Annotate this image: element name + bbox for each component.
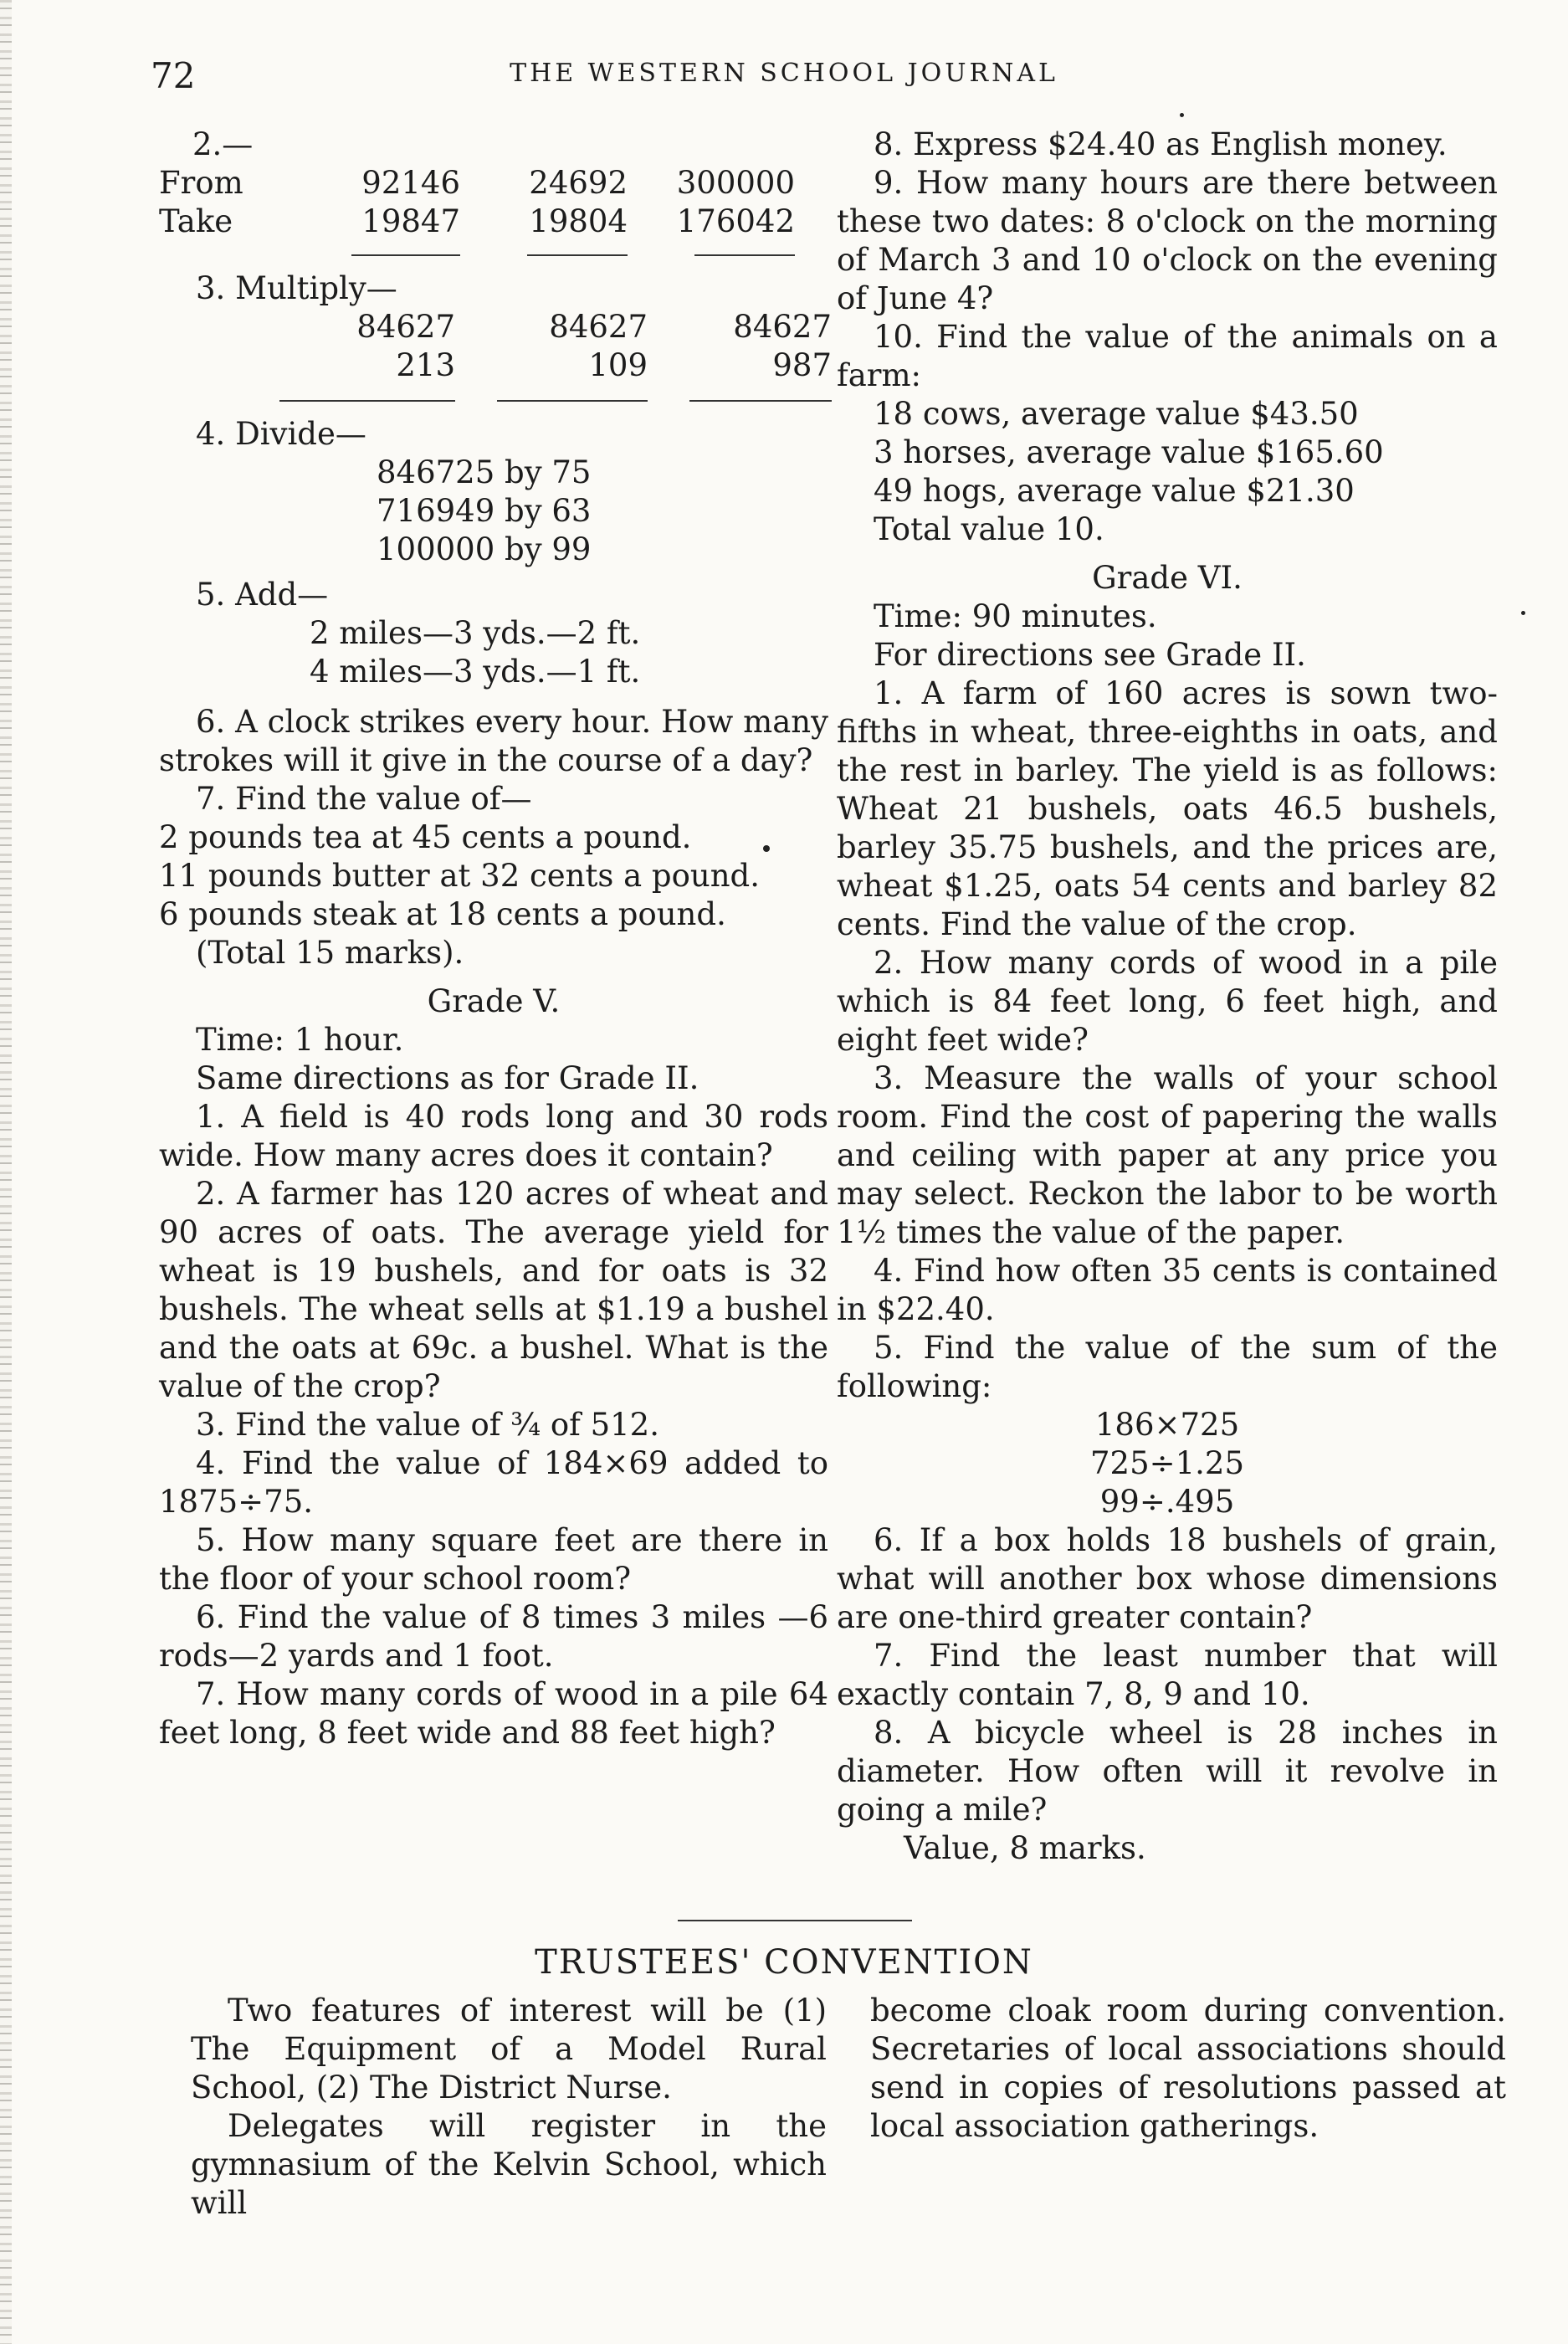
grade-6-item: 3. Measure the walls of your school room. Find the cost of papering the walls and ceiling with paper at any price you may select. Reckon the labor to be worth 1½ times the value of the paper.	[837, 1060, 1498, 1250]
q3-multiplier: 109	[588, 347, 648, 383]
grade-6-item: 1. A farm of 160 acres is sown two-fifths in wheat, three-eighths in oats, and the rest in barley. The yield is as follows: Wheat 21 bushels, oats 46.5 bushels, barley 35.75 bushels, and the prices are, wheat $1.25, oats 54 cents and barley 82 cents. Find the value of the crop.	[837, 675, 1498, 942]
scanned-page-edge	[0, 0, 12, 2344]
q7-line: 6 pounds steak at 18 cents a pound.	[159, 896, 726, 932]
q10-line: 18 cows, average value $43.50	[874, 396, 1359, 432]
grade-5-title: Grade V.	[427, 983, 561, 1019]
grade-5-item: 2. A farmer has 120 acres of wheat and 90 acres of oats. The average yield for wheat is 19 bushels, and for oats is 32 bushels. The wheat sells at $1.19 a bushel and the oats at 69c. a bushel. What is the value of the crop?	[159, 1176, 828, 1404]
q8-text: 8. Express $24.40 as English money.	[874, 126, 1448, 162]
q3-label: 3. Multiply—	[196, 270, 397, 306]
q10-line: 3 horses, average value $165.60	[874, 434, 1384, 470]
q7-line: 11 pounds butter at 32 cents a pound.	[159, 858, 760, 894]
q5-line: 2 miles—3 yds.—2 ft.	[310, 615, 641, 651]
grade-5-item: 4. Find the value of 184×69 added to 1875÷75.	[159, 1445, 828, 1520]
grade-6-time: Time: 90 minutes.	[874, 598, 1157, 634]
right-column	[837, 126, 1498, 1868]
q3-rules	[159, 385, 828, 407]
convention-paragraph: become cloak room during convention. Secretaries of local associations should send in copies of resolutions passed at local association gatherings.	[870, 1993, 1506, 2144]
q2-from-row	[159, 164, 828, 203]
grade-5-item: 3. Find the value of ¾ of 512.	[196, 1407, 659, 1443]
q4-line: 846725 by 75	[377, 454, 592, 490]
q3-top-row	[159, 308, 832, 346]
q2-number: 2.—	[192, 126, 254, 162]
q3-multiplicand: 84627	[356, 309, 455, 345]
grade-6-directions: For directions see Grade II.	[874, 637, 1306, 673]
grade-5-item: 7. How many cords of wood in a pile 64 feet long, 8 feet wide and 88 feet high?	[159, 1676, 828, 1751]
grade-6-title: Grade VI.	[1092, 560, 1243, 596]
q4-label: 4. Divide—	[196, 416, 366, 452]
sum-line: 725÷1.25	[1089, 1445, 1244, 1481]
q3-bottom-row	[159, 346, 832, 385]
grade-6-value: Value, 8 marks.	[904, 1830, 1146, 1866]
convention-paragraph: Two features of interest will be (1) The Equipment of a Model Rural School, (2) The District Nurse.	[191, 1993, 827, 2105]
q10-line: Total value 10.	[874, 511, 1104, 547]
grade-5-directions: Same directions as for Grade II.	[196, 1060, 699, 1096]
print-speck	[1180, 113, 1184, 117]
q9-text: 9. How many hours are there between these two dates: 8 o'clock on the morning of March 3 and 10 o'clock on the evening of June 4?	[837, 165, 1498, 316]
q5-line: 4 miles—3 yds.—1 ft.	[310, 654, 641, 690]
sum-line: 186×725	[1094, 1407, 1240, 1443]
q2-take-value: 176042	[676, 203, 795, 239]
q3-multiplier: 987	[772, 347, 832, 383]
grade-5-item: 6. Find the value of 8 times 3 miles —6 rods—2 yards and 1 foot.	[159, 1599, 828, 1674]
q2-take-value: 19847	[361, 203, 460, 239]
convention-title: TRUSTEES' CONVENTION	[535, 1943, 1033, 1982]
q5-label: 5. Add—	[196, 577, 329, 613]
q2-take-value: 19804	[529, 203, 628, 239]
left-column	[159, 126, 832, 1752]
convention-paragraph: Delegates will register in the gymnasium of the Kelvin School, which will	[191, 2108, 827, 2221]
q2-from-value: 92146	[361, 165, 460, 201]
page-header	[0, 50, 1568, 100]
print-speck	[1521, 611, 1525, 615]
q2-take-row	[159, 203, 828, 241]
grade-6-item: 7. Find the least number that will exactly contain 7, 8, 9 and 10.	[837, 1638, 1498, 1712]
grade-6-item: 5. Find the value of the sum of the following:	[837, 1330, 1498, 1404]
q2-from-value: 300000	[676, 165, 795, 201]
grade-6-item: 2. How many cords of wood in a pile which is 84 feet long, 6 feet high, and eight feet wide?	[837, 945, 1498, 1058]
q7-line: 2 pounds tea at 45 cents a pound.	[159, 819, 692, 855]
q7-total: (Total 15 marks).	[196, 935, 464, 971]
sum-line: 99÷.495	[1099, 1484, 1235, 1520]
grade-6-item: 6. If a box holds 18 bushels of grain, what will another box whose dimensions are one-third greater contain?	[837, 1522, 1498, 1635]
q4-line: 100000 by 99	[377, 531, 592, 567]
grade-5-time: Time: 1 hour.	[196, 1022, 404, 1058]
print-speck	[763, 845, 770, 852]
section-divider	[678, 1920, 912, 1921]
running-head: THE WESTERN SCHOOL JOURNAL	[510, 59, 1058, 88]
q4-line: 716949 by 63	[377, 493, 592, 529]
grade-6-item: 4. Find how often 35 cents is contained in $22.40.	[837, 1253, 1498, 1327]
grade-6-item: 8. A bicycle wheel is 28 inches in diameter. How often will it revolve in going a mile?	[837, 1715, 1498, 1828]
q2-take-label: Take	[159, 203, 233, 239]
page-number: 72	[151, 55, 196, 96]
grade-5-item: 5. How many square feet are there in the floor of your school room?	[159, 1522, 828, 1597]
q10-line: 49 hogs, average value $21.30	[874, 473, 1355, 509]
q2-from-value: 24692	[529, 165, 628, 201]
q3-multiplier: 213	[396, 347, 455, 383]
q2-rules	[159, 241, 828, 261]
q10-text: 10. Find the value of the animals on a farm:	[837, 319, 1498, 393]
convention-left-column	[191, 1992, 827, 2223]
q3-multiplicand: 84627	[733, 309, 832, 345]
q7-label: 7. Find the value of—	[196, 781, 532, 817]
grade-5-item: 1. A field is 40 rods long and 30 rods wide. How many acres does it contain?	[159, 1099, 828, 1173]
convention-right-column	[870, 1992, 1506, 2146]
q2-from-label: From	[159, 165, 243, 201]
q3-multiplicand: 84627	[549, 309, 648, 345]
q6-text: 6. A clock strikes every hour. How many strokes will it give in the course of a day?	[159, 704, 828, 778]
